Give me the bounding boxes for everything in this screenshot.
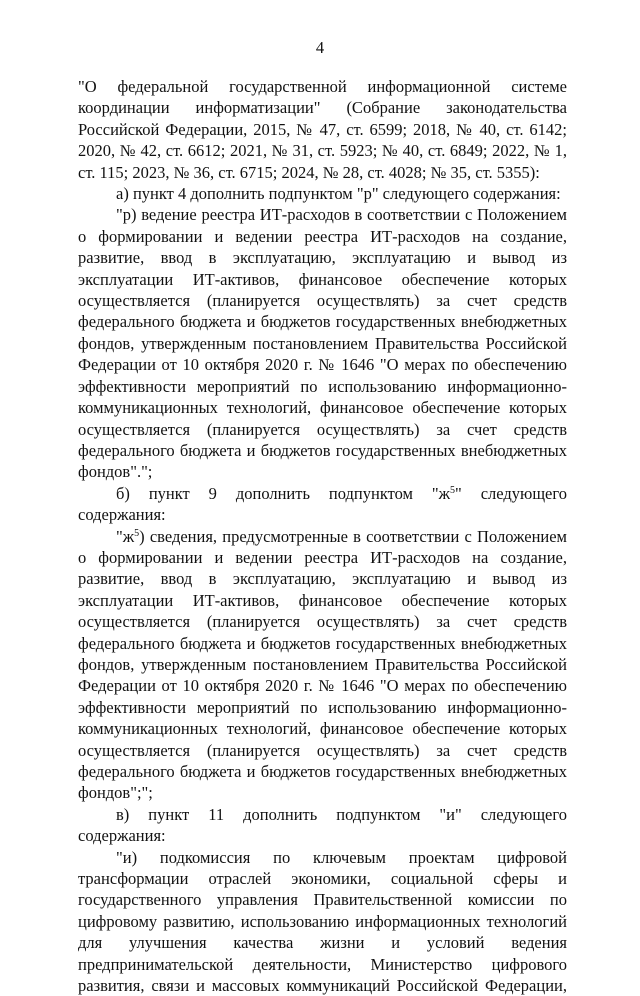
paragraph-item-b-intro: [78, 483, 567, 526]
paragraph-item-a-intro: а) пункт 4 дополнить подпунктом "р" следующего содержания:: [116, 184, 561, 204]
subitem-zh-label: "ж: [116, 526, 135, 546]
paragraph-decree-citation: "О федеральной государственной информационной системе координации информатизации" (Собрание законодательства Российской Федерации, 2015, № 47, ст. 6599; 2018, № 40, ст. 6142; 2020, № 42, ст. 6612; 2021, № 31, ст. 5923; № 40, ст. 6849; 2022, № 1, ст. 115; 2023, № 36, ст. 6715; 2024, № 28, ст. 4028; № 35, ст. 5355):: [78, 77, 567, 182]
page-number: 4: [315, 38, 325, 57]
document-body: [78, 76, 567, 996]
subitem-zh-superscript: 5: [134, 527, 140, 539]
item-b-text-end: " следующего содержания:: [78, 483, 567, 525]
subitem-zh-text: ) сведения, предусмотренные в соответствии с Положением о формировании и ведении реестра ИТ-расходов на создание, развитие, ввод в эксплуатацию, эксплуатацию и вывод из эксплуатации ИТ-активов, финансовое обеспечение которых осуществляется (планируется осуществлять) за счет средств федерального бюджета и бюджетов государственных внебюджетных фондов, утвержденным постановлением Правительства Российской Федерации от 10 октября 2020 г. № 1646 "О мерах по обеспечению эффективности мероприятий по использованию информационно-коммуникационных технологий, финансовое обеспечение которых осуществляется (планируется осуществлять) за счет средств федерального бюджета и бюджетов государственных внебюджетных фондов";";: [78, 526, 567, 803]
paragraph-subitem-i: "и) подкомиссия по ключевым проектам цифровой трансформации отраслей экономики, социальной сферы и государственного управления Правительственной комиссии по цифровому развитию, использованию информационных технологий для улучшения качества жизни и условий ведения предпринимательской деятельности, Министерство цифрового развития, связи и массовых коммуникаций Российской Федерации,: [78, 847, 567, 996]
paragraph-subitem-r: "р) ведение реестра ИТ-расходов в соответствии с Положением о формировании и ведении реестра ИТ-расходов на создание, развитие, ввод в эксплуатацию, эксплуатацию и вывод из эксплуатации ИТ-активов, финансовое обеспечение которых осуществляется (планируется осуществлять) за счет средств федерального бюджета и бюджетов государственных внебюджетных фондов, утвержденным постановлением Правительства Российской Федерации от 10 октября 2020 г. № 1646 "О мерах по обеспечению эффективности мероприятий по использованию информационно-коммуникационных технологий, финансовое обеспечение которых осуществляется (планируется осуществлять) за счет средств федерального бюджета и бюджетов государственных внебюджетных фондов".";: [78, 205, 567, 482]
paragraph-subitem-zh5: [78, 526, 567, 804]
paragraph-item-v-intro: в) пункт 11 дополнить подпунктом "и" следующего содержания:: [78, 804, 567, 846]
item-b-superscript: 5: [450, 484, 456, 496]
item-b-text-start: б) пункт 9 дополнить подпунктом "ж: [116, 483, 451, 503]
